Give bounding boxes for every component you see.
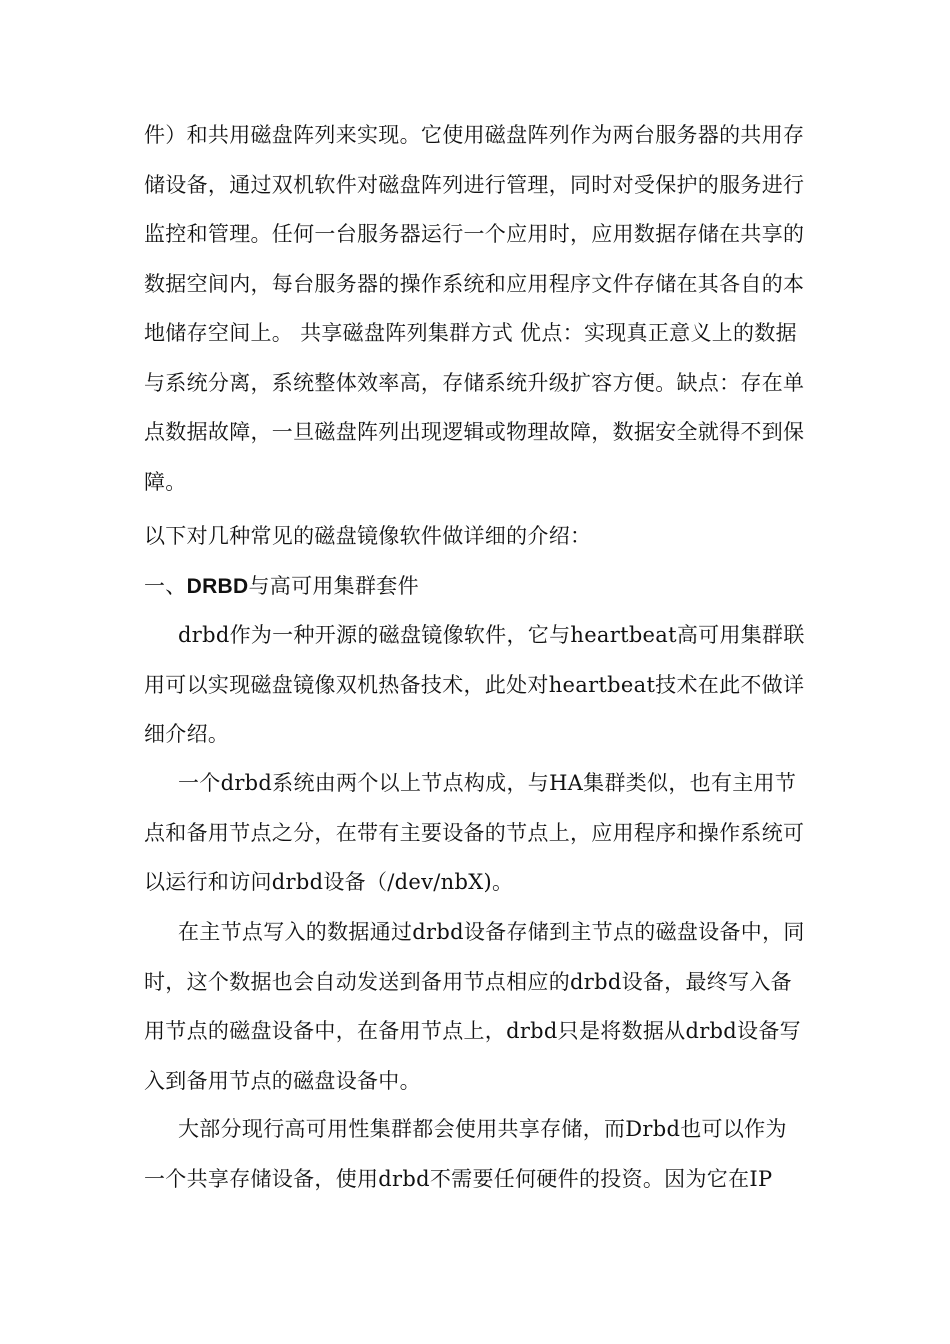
body-paragraph-drbd-shared-storage: 大部分现行高可用性集群都会使用共享存储，而Drbd也可以作为一个共享存储设备，使用drbd不需要任何硬件的投资。因为它在IP — [144, 1117, 787, 1191]
body-paragraph-drbd-nodes: 一个drbd系统由两个以上节点构成，与HA集群类似，也有主用节点和备用节点之分，在带有主要设备的节点上，应用程序和操作系统可以运行和访问drbd设备（/dev/nbX)。 — [144, 771, 805, 894]
body-paragraph-drbd-write: 在主节点写入的数据通过drbd设备存储到主节点的磁盘设备中，同时，这个数据也会自动发送到备用节点相应的drbd设备，最终写入备用节点的磁盘设备中，在备用节点上，drbd只是将数据从drbd设备写入到备用节点的磁盘设备中。 — [144, 920, 805, 1093]
section-heading-keyword: DRBD — [186, 575, 249, 598]
section-number: 一、 — [144, 574, 187, 598]
intro-paragraph: 件）和共用磁盘阵列来实现。它使用磁盘阵列作为两台服务器的共用存储设备，通过双机软件对磁盘阵列进行管理，同时对受保护的服务进行监控和管理。任何一台服务器运行一个应用时，应用数据存储在共享的数据空间内，每台服务器的操作系统和应用程序文件存储在其各自的本地储存空间上。 共享磁盘阵列集群方式 优点：实现真正意义上的数据与系统分离，系统整体效率高，存储系统升级扩容方便。缺点：存在单点数据故障，一旦磁盘阵列出现逻辑或物理故障，数据安全就得不到保障。 — [144, 123, 805, 494]
list-intro-paragraph: 以下对几种常见的磁盘镜像软件做详细的介绍： — [144, 524, 592, 548]
section-heading — [144, 562, 808, 612]
section-heading-text: 与高可用集群套件 — [248, 574, 419, 598]
body-paragraph-drbd-intro: drbd作为一种开源的磁盘镜像软件，它与heartbeat高可用集群联用可以实现磁盘镜像双机热备技术，此处对heartbeat技术在此不做详细介绍。 — [144, 623, 805, 746]
